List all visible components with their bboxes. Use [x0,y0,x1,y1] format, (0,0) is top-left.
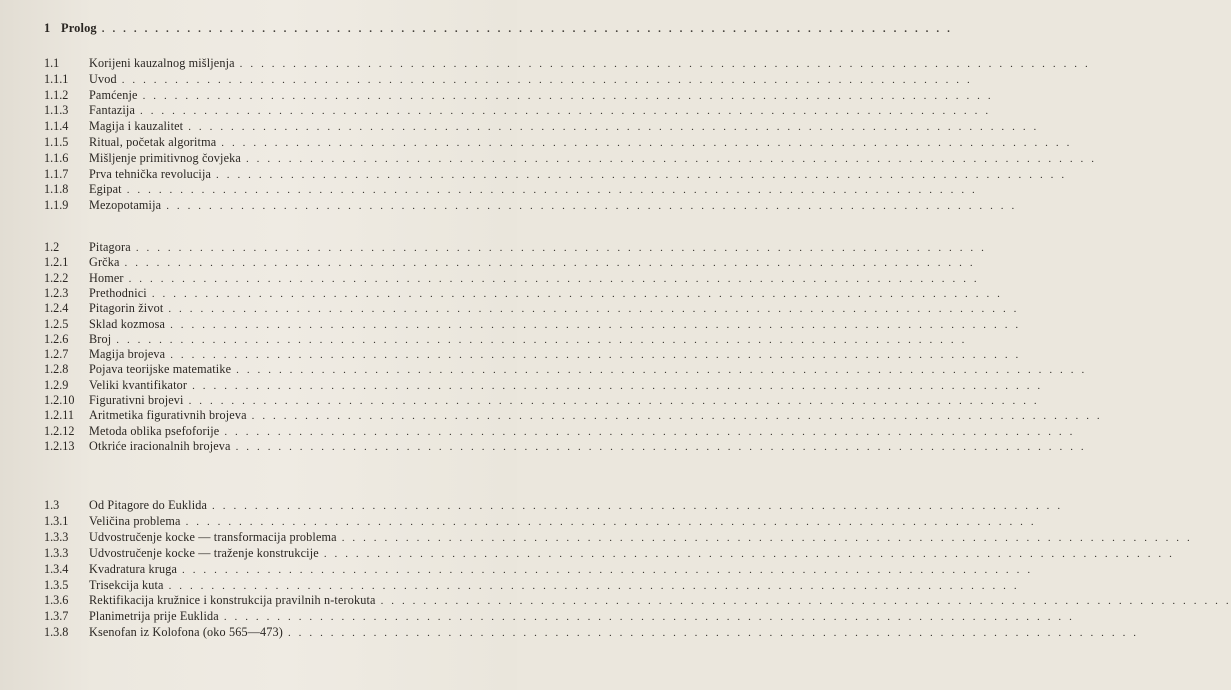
entry-title: Pitagora [89,240,131,254]
entry-number: 1.2.11 [44,408,75,423]
toc-entry [0,197,1017,213]
entry-number: 1.1.6 [44,150,69,165]
entry-title: Fantazija [89,103,136,118]
toc-entry [0,71,973,87]
entry-title: Pojava teorijske matematike [89,362,232,377]
entry-title: Mezopotamija [89,198,162,213]
toc-entry [0,239,987,255]
leader-dots: . . . . . . . . . . . . . . . . . . . . . . . . . . . . . . . . . . . . . . . . . . . . . . . . . . . . . . . . . . . . . . . . . . . . . . . . . . . . . . . . [101,23,953,35]
leader-dots: . . . . . . . . . . . . . . . . . . . . . . . . . . . . . . . . . . . . . . . . . . . . . . . . . . . . . . . . . . . . . . . . . . . . . . . . . . . . . . . . [168,579,1020,592]
entry-title: Magija i kauzalitet [89,119,184,134]
entry-number: 1.2.4 [44,301,69,316]
leader-dots: . . . . . . . . . . . . . . . . . . . . . . . . . . . . . . . . . . . . . . . . . . . . . . . . . . . . . . . . . . . . . . . . . . . . . . . . . . . . . . . . [221,137,1072,149]
entry-number: 1.2.8 [44,362,69,377]
leader-dots: . . . . . . . . . . . . . . . . . . . . . . . . . . . . . . . . . . . . . . . . . . . . . . . . . . . . . . . . . . . . . . . . . . . . . . . . . . . . . . . . [245,152,1097,165]
toc-entry [0,608,1075,624]
toc-entry [0,166,1067,182]
entry-number: 1.3.4 [44,561,69,576]
entry-title: Figurativni brojevi [89,393,184,407]
leader-dots: . . . . . . . . . . . . . . . . . . . . . . . . . . . . . . . . . . . . . . . . . . . . . . . . . . . . . . . . . . . . . . . . . . . . . . . . . . . . . . . . [323,547,1175,560]
leader-dots: . . . . . . . . . . . . . . . . . . . . . . . . . . . . . . . . . . . . . . . . . . . . . . . . . . . . . . . . . . . . . . . . . . . . . . . . . . . . . . . . [188,121,1039,134]
entry-title: Od Pitagore do Euklida [89,498,208,512]
toc-entry [0,513,1037,529]
entry-number: 1.1.9 [44,198,69,213]
toc-entry [0,300,1020,316]
entry-title: Magija brojeva [89,347,166,362]
toc-entry [0,87,994,103]
entry-title: Korijeni kauzalnog mišljenja [89,56,235,70]
toc-entry [0,423,1075,439]
entry-title: Udvostručenje kocke — traženje konstrukcije [89,545,319,560]
toc-entry [0,392,1040,408]
leader-dots: . . . . . . . . . . . . . . . . . . . . . . . . . . . . . . . . . . . . . . . . . . . . . . . . . . . . . . . . . . . . . . . . . . . . . . . . . . . . . . . . [182,563,1033,576]
toc-entry [0,285,1003,301]
entry-title: Pamćenje [89,87,138,102]
leader-dots: . . . . . . . . . . . . . . . . . . . . . . . . . . . . . . . . . . . . . . . . . . . . . . . . . . . . . . . . . . . . . . . . . . . . . . . . . . . . . . . . [140,105,991,118]
entry-number: 1.2.1 [44,255,69,270]
leader-dots: . . . . . . . . . . . . . . . . . . . . . . . . . . . . . . . . . . . . . . . . . . . . . . . . . . . . . . . . . . . . . . . . . . . . . . . . . . . . . . . . [341,531,1193,544]
toc-entry [0,181,978,197]
leader-dots: . . . . . . . . . . . . . . . . . . . . . . . . . . . . . . . . . . . . . . . . . . . . . . . . . . . . . . . . . . . . . . . . . . . . . . . . . . . . . . . . [188,395,1040,407]
entry-title: Uvod [89,71,117,86]
entry-title: Metoda oblika psefoforije [89,423,220,438]
toc-entry [0,316,1021,332]
entry-number: 1.2.7 [44,347,69,362]
toc-entry [0,438,1087,454]
entry-title: Kvadratura kruga [89,561,178,576]
entry-number: 1.2.13 [44,438,75,453]
leader-dots: . . . . . . . . . . . . . . . . . . . . . . . . . . . . . . . . . . . . . . . . . . . . . . . . . . . . . . . . . . . . . . . . . . . . . . . . . . . . . . . . [251,410,1103,423]
entry-title: Ksenofan iz Kolofona (oko 565—473) [89,625,283,640]
leader-dots: . . . . . . . . . . . . . . . . . . . . . . . . . . . . . . . . . . . . . . . . . . . . . . . . . . . . . . . . . . . . . . . . . . . . . . . . . . . . . . . . [380,595,1231,608]
toc-entry [0,577,1020,593]
toc-entry [0,254,976,270]
entry-number: 1.2.12 [44,423,75,438]
toc-entry [0,561,1033,577]
entry-number: 1.3.1 [44,513,69,528]
leader-dots: . . . . . . . . . . . . . . . . . . . . . . . . . . . . . . . . . . . . . . . . . . . . . . . . . . . . . . . . . . . . . . . . . . . . . . . . . . . . . . . . [192,379,1043,392]
leader-dots: . . . . . . . . . . . . . . . . . . . . . . . . . . . . . . . . . . . . . . . . . . . . . . . . . . . . . . . . . . . . . . . . . . . . . . . . . . . . . . . . [121,73,973,86]
entry-number: 1.3.6 [44,593,69,608]
entry-number: 1.3 [44,498,60,512]
entry-title: Mišljenje primitivnog čovjeka [89,150,241,165]
entry-title: Pitagorin život [89,301,164,316]
leader-dots: . . . . . . . . . . . . . . . . . . . . . . . . . . . . . . . . . . . . . . . . . . . . . . . . . . . . . . . . . . . . . . . . . . . . . . . . . . . . . . . . [170,318,1021,331]
entry-number: 1.1.3 [44,103,69,118]
toc-entry [0,118,1039,134]
toc-entry [0,361,1087,377]
leader-dots: . . . . . . . . . . . . . . . . . . . . . . . . . . . . . . . . . . . . . . . . . . . . . . . . . . . . . . . . . . . . . . . . . . . . . . . . . . . . . . . . [166,200,1017,213]
leader-dots: . . . . . . . . . . . . . . . . . . . . . . . . . . . . . . . . . . . . . . . . . . . . . . . . . . . . . . . . . . . . . . . . . . . . . . . . . . . . . . . . [212,500,1063,512]
toc-entry [0,102,991,118]
toc-entry [0,529,1193,545]
entry-number: 1.2.10 [44,393,75,407]
entry-number: 1.2.9 [44,377,69,392]
entry-title: Udvostručenje kocke — transformacija problema [89,529,337,544]
toc-entry [0,55,1091,71]
entry-number: 1.1 [44,56,60,70]
toc-entry [0,331,967,347]
toc-entry [0,497,1063,513]
entry-number: 1.2.6 [44,331,69,346]
entry-title: Veliki kvantifikator [89,377,188,392]
entry-title: Grčka [89,255,120,270]
entry-number: 1.2 [44,240,60,254]
entry-number: 1.2.5 [44,316,69,331]
entry-number: 1.3.3 [44,545,69,560]
entry-number: 1.1.7 [44,166,69,181]
leader-dots: . . . . . . . . . . . . . . . . . . . . . . . . . . . . . . . . . . . . . . . . . . . . . . . . . . . . . . . . . . . . . . . . . . . . . . . . . . . . . . . . [216,168,1067,181]
entry-title: Homer [89,270,124,285]
toc-entry [0,407,1103,423]
entry-number: 1.1.5 [44,135,69,149]
entry-number: 1.3.3 [44,529,69,544]
entry-number: 1.3.7 [44,609,69,624]
leader-dots: . . . . . . . . . . . . . . . . . . . . . . . . . . . . . . . . . . . . . . . . . . . . . . . . . . . . . . . . . . . . . . . . . . . . . . . . . . . . . . . . [168,303,1020,316]
entry-title: Planimetrija prije Euklida [89,609,219,624]
leader-dots: . . . . . . . . . . . . . . . . . . . . . . . . . . . . . . . . . . . . . . . . . . . . . . . . . . . . . . . . . . . . . . . . . . . . . . . . . . . . . . . . [224,425,1075,438]
entry-title: Prethodnici [89,285,147,300]
entry-title: Prva tehnička revolucija [89,166,212,181]
entry-number: 1.1.1 [44,71,69,86]
toc-entry [0,150,1097,166]
leader-dots: . . . . . . . . . . . . . . . . . . . . . . . . . . . . . . . . . . . . . . . . . . . . . . . . . . . . . . . . . . . . . . . . . . . . . . . . . . . . . . . . [128,272,980,285]
leader-dots: . . . . . . . . . . . . . . . . . . . . . . . . . . . . . . . . . . . . . . . . . . . . . . . . . . . . . . . . . . . . . . . . . . . . . . . . . . . . . . . . [126,184,978,197]
toc-entry [0,592,1231,608]
entry-number: 1.2.3 [44,285,69,300]
chapter-title: Prolog [61,21,97,35]
toc-entry [0,134,1072,150]
toc-chapter-heading [0,20,953,36]
leader-dots: . . . . . . . . . . . . . . . . . . . . . . . . . . . . . . . . . . . . . . . . . . . . . . . . . . . . . . . . . . . . . . . . . . . . . . . . . . . . . . . . [239,58,1091,70]
entry-title: Egipat [89,182,122,197]
toc-entry [0,377,1043,393]
entry-number: 1.1.4 [44,119,69,134]
entry-title: Ritual, početak algoritma [89,135,217,149]
entry-title: Sklad kozmosa [89,316,166,331]
toc-entry [0,545,1175,561]
entry-title: Veličina problema [89,513,181,528]
entry-number: 1.1.2 [44,87,69,102]
leader-dots: . . . . . . . . . . . . . . . . . . . . . . . . . . . . . . . . . . . . . . . . . . . . . . . . . . . . . . . . . . . . . . . . . . . . . . . . . . . . . . . . [287,627,1139,640]
entry-number: 1.3.8 [44,625,69,640]
entry-title: Broj [89,331,112,346]
toc-entry [0,624,1139,640]
leader-dots: . . . . . . . . . . . . . . . . . . . . . . . . . . . . . . . . . . . . . . . . . . . . . . . . . . . . . . . . . . . . . . . . . . . . . . . . . . . . . . . . [170,349,1021,362]
leader-dots: . . . . . . . . . . . . . . . . . . . . . . . . . . . . . . . . . . . . . . . . . . . . . . . . . . . . . . . . . . . . . . . . . . . . . . . . . . . . . . . . [151,287,1003,300]
leader-dots: . . . . . . . . . . . . . . . . . . . . . . . . . . . . . . . . . . . . . . . . . . . . . . . . . . . . . . . . . . . . . . . . . . . . . . . . . . . . . . . . [142,89,994,102]
entry-title: Trisekcija kuta [89,577,164,592]
toc-entry [0,346,1021,362]
entry-title: Otkriće iracionalnih brojeva [89,438,231,453]
leader-dots: . . . . . . . . . . . . . . . . . . . . . . . . . . . . . . . . . . . . . . . . . . . . . . . . . . . . . . . . . . . . . . . . . . . . . . . . . . . . . . . . [223,611,1075,624]
leader-dots: . . . . . . . . . . . . . . . . . . . . . . . . . . . . . . . . . . . . . . . . . . . . . . . . . . . . . . . . . . . . . . . . . . . . . . . . . . . . . . . . [116,333,967,346]
leader-dots: . . . . . . . . . . . . . . . . . . . . . . . . . . . . . . . . . . . . . . . . . . . . . . . . . . . . . . . . . . . . . . . . . . . . . . . . . . . . . . . . [135,242,987,254]
entry-title: Aritmetika figurativnih brojeva [89,408,247,423]
toc-entry [0,270,980,286]
entry-number: 1.1.8 [44,182,69,197]
entry-number: 1.3.5 [44,577,69,592]
leader-dots: . . . . . . . . . . . . . . . . . . . . . . . . . . . . . . . . . . . . . . . . . . . . . . . . . . . . . . . . . . . . . . . . . . . . . . . . . . . . . . . . [236,364,1087,377]
leader-dots: . . . . . . . . . . . . . . . . . . . . . . . . . . . . . . . . . . . . . . . . . . . . . . . . . . . . . . . . . . . . . . . . . . . . . . . . . . . . . . . . [124,257,976,270]
chapter-number: 1 [44,21,51,35]
entry-title: Rektifikacija kružnice i konstrukcija pravilnih n-terokuta [89,593,376,608]
entry-number: 1.2.2 [44,270,69,285]
leader-dots: . . . . . . . . . . . . . . . . . . . . . . . . . . . . . . . . . . . . . . . . . . . . . . . . . . . . . . . . . . . . . . . . . . . . . . . . . . . . . . . . [185,515,1037,528]
leader-dots: . . . . . . . . . . . . . . . . . . . . . . . . . . . . . . . . . . . . . . . . . . . . . . . . . . . . . . . . . . . . . . . . . . . . . . . . . . . . . . . . [235,440,1087,453]
